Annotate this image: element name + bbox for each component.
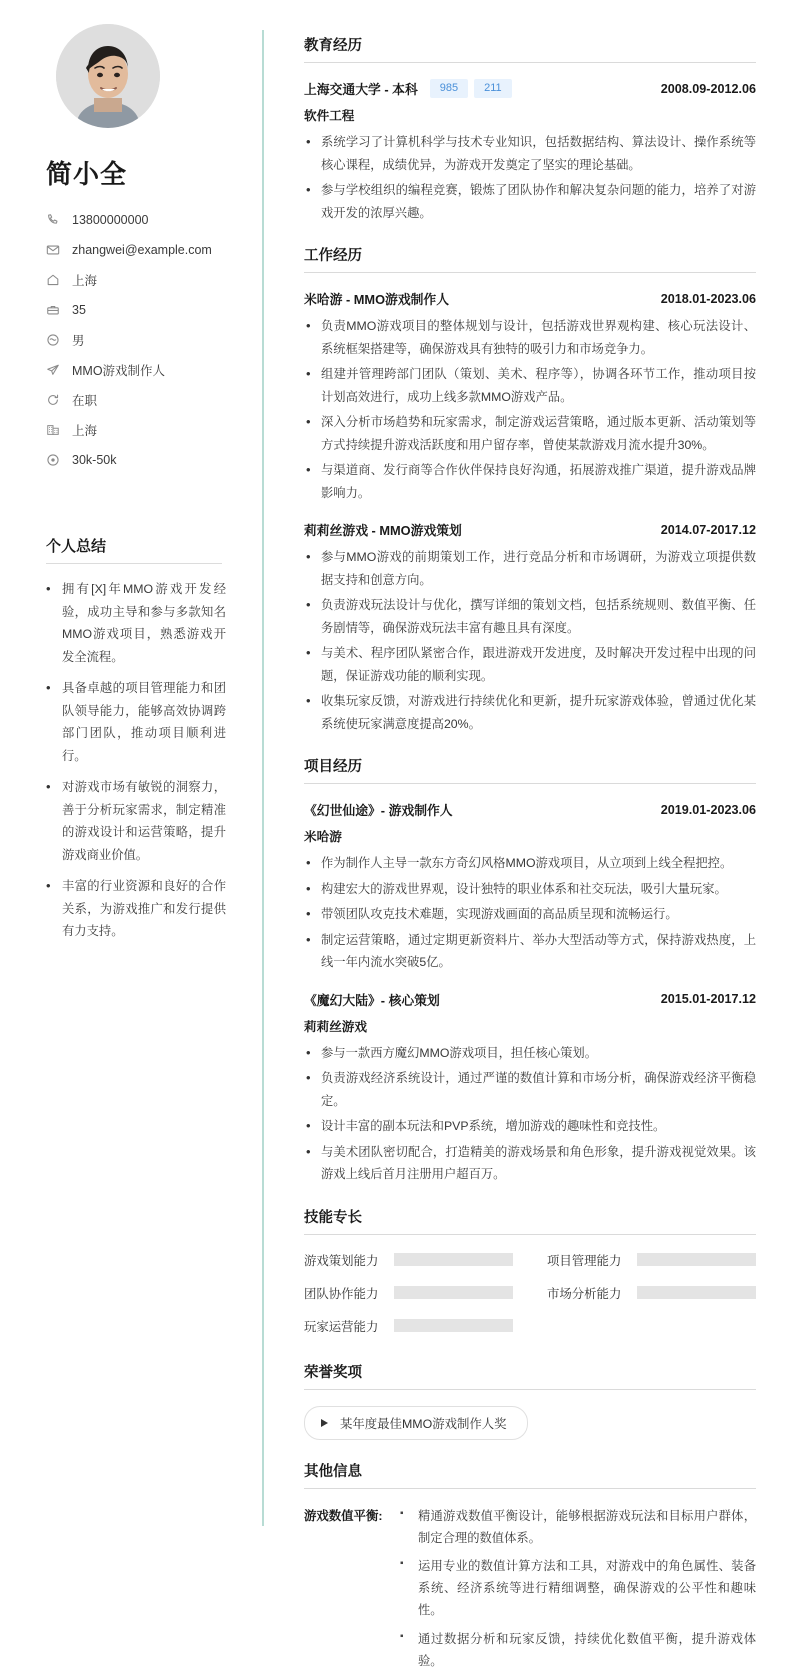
home-icon [46, 273, 66, 287]
work-date: 2014.07-2017.12 [660, 522, 756, 537]
contact-position-value: MMO游戏制作人 [72, 364, 166, 378]
target-icon [46, 453, 66, 467]
summary-item: • 具备卓越的项目管理能力和团队领导能力，能够高效协调跨部门团队，推动项目顺利进行。 [46, 677, 226, 768]
summary-heading: 个人总结 [46, 535, 222, 564]
person-name: 简小全 [46, 159, 128, 189]
contact-email-value: zhangwei@example.com [72, 243, 212, 257]
other-info-values [400, 1505, 756, 1678]
contact-gender-value: 男 [72, 334, 85, 348]
summary-item: • 拥有[X]年MMO游戏开发经验，成功主导和参与多款知名MMO游戏项目，熟悉游戏开发全流程。 [46, 578, 226, 669]
project-date: 2019.01-2023.06 [660, 802, 756, 817]
bullet-item: • 负责游戏玩法设计与优化，撰写详细的策划文档，包括系统规则、数值平衡、任务剧情等，确保游戏玩法丰富有趣且具有深度。 [304, 594, 756, 639]
building-icon [46, 423, 66, 437]
other-info-key: 游戏数值平衡: [304, 1508, 383, 1523]
skill-label: 市场分析能力 [547, 1286, 622, 1301]
education-entry [304, 79, 756, 224]
project-entry-header [304, 800, 756, 819]
other-info-heading: 其他信息 [304, 1460, 756, 1489]
badge-985: 985 [430, 79, 468, 98]
phone-icon [46, 213, 66, 227]
skill-track [637, 1253, 756, 1266]
work-entry-header [304, 289, 756, 308]
other-info-item: ▪ 通过数据分析和玩家反馈，持续优化数值平衡，提升游戏体验。 [400, 1628, 756, 1672]
skill-track [394, 1286, 513, 1299]
bullet-item: • 参与一款西方魔幻MMO游戏项目，担任核心策划。 [304, 1042, 756, 1065]
education-school: 上海交通大学 - 本科 [304, 82, 418, 98]
paper-plane-icon [46, 363, 66, 377]
skill-row [304, 1284, 513, 1302]
work-entry-header [304, 520, 756, 539]
contact-email [46, 237, 236, 263]
education-badges [430, 79, 512, 98]
education-section [304, 34, 756, 224]
contact-location-value: 上海 [72, 274, 98, 288]
skill-label: 玩家运营能力 [304, 1319, 379, 1334]
other-info-row [304, 1505, 756, 1678]
project-title: 《幻世仙途》- 游戏制作人 [304, 803, 453, 819]
project-company: 米哈游 [304, 830, 342, 845]
gender-icon [46, 333, 66, 347]
skill-label: 团队协作能力 [304, 1286, 379, 1301]
contact-location [46, 267, 236, 293]
other-info-item: ▪ 精通游戏数值平衡设计，能够根据游戏玩法和目标用户群体，制定合理的数值体系。 [400, 1505, 756, 1549]
work-title: 莉莉丝游戏 - MMO游戏策划 [304, 523, 462, 539]
skill-row [304, 1251, 513, 1269]
award-item [304, 1406, 528, 1440]
contact-salary [46, 447, 236, 473]
skills-heading: 技能专长 [304, 1206, 756, 1235]
contact-phone [46, 207, 236, 233]
contact-city [46, 417, 236, 443]
contact-status-value: 在职 [72, 394, 98, 408]
refresh-icon [46, 393, 66, 407]
bullet-item: • 设计丰富的副本玩法和PVP系统，增加游戏的趣味性和竞技性。 [304, 1115, 756, 1138]
avatar [56, 24, 160, 128]
bullet-item: • 与渠道商、发行商等合作伙伴保持良好沟通，拓展游戏推广渠道，提升游戏品牌影响力。 [304, 459, 756, 504]
work-heading: 工作经历 [304, 244, 756, 273]
contact-city-value: 上海 [72, 424, 98, 438]
sidebar [0, 0, 264, 1554]
other-info-item: ▪ 运用专业的数值计算方法和工具，对游戏中的角色属性、装备系统、经济系统等进行精细调整，确保游戏的公平性和趣味性。 [400, 1555, 756, 1621]
summary-bullets [46, 578, 236, 943]
skill-row [304, 1317, 513, 1335]
contact-position [46, 357, 236, 383]
awards-section [304, 1361, 756, 1440]
awards-heading: 荣誉奖项 [304, 1361, 756, 1390]
project-title: 《魔幻大陆》- 核心策划 [304, 992, 440, 1008]
bullet-item: • 负责游戏经济系统设计，通过严谨的数值计算和市场分析，确保游戏经济平衡稳定。 [304, 1067, 756, 1112]
work-entry [304, 520, 756, 735]
award-label: 某年度最佳MMO游戏制作人奖 [340, 1416, 507, 1431]
bullet-item: • 深入分析市场趋势和玩家需求，制定游戏运营策略，通过版本更新、活动策划等方式持续提升游戏活跃度和用户留存率，曾使某款游戏月流水提升30%。 [304, 411, 756, 456]
work-date: 2018.01-2023.06 [660, 291, 756, 306]
summary-item: • 丰富的行业资源和良好的合作关系，为游戏推广和发行提供有力支持。 [46, 875, 226, 943]
projects-heading: 项目经历 [304, 755, 756, 784]
skill-row [547, 1284, 756, 1302]
contact-salary-value: 30k-50k [72, 453, 117, 467]
summary-section [46, 535, 236, 943]
summary-item: • 对游戏市场有敏锐的洞察力，善于分析玩家需求，制定精准的游戏设计和运营策略，提升游戏商业价值。 [46, 776, 226, 867]
other-info-section [304, 1460, 756, 1678]
bullet-item: • 负责MMO游戏项目的整体规划与设计，包括游戏世界观构建、核心玩法设计、系统框架搭建等，确保游戏具有独特的吸引力和市场竞争力。 [304, 315, 756, 360]
education-entry-header [304, 79, 756, 98]
skill-label: 项目管理能力 [547, 1253, 622, 1268]
bullet-item: • 收集玩家反馈，对游戏进行持续优化和更新，提升玩家游戏体验，曾通过优化某系统使玩家满意度提高20%。 [304, 690, 756, 735]
contact-phone-value: 13800000000 [72, 213, 149, 227]
briefcase-icon [46, 303, 66, 317]
envelope-icon [46, 243, 66, 257]
education-date: 2008.09-2012.06 [660, 81, 756, 96]
bullet-item: • 系统学习了计算机科学与技术专业知识，包括数据结构、算法设计、操作系统等核心课程，成绩优异，为游戏开发奠定了坚实的理论基础。 [304, 131, 756, 176]
bullet-item: • 与美术、程序团队紧密合作，跟进游戏开发进度，及时解决开发过程中出现的问题，保证游戏功能的顺利实现。 [304, 642, 756, 687]
bullet-item: • 组建并管理跨部门团队（策划、美术、程序等），协调各环节工作，推动项目按计划高效进行，成功上线多款MMO游戏产品。 [304, 363, 756, 408]
contact-list [46, 207, 236, 473]
bullet-item: • 参与MMO游戏的前期策划工作，进行竞品分析和市场调研，为游戏立项提供数据支持和创意方向。 [304, 546, 756, 591]
badge-211: 211 [474, 79, 512, 98]
bullet-item: • 作为制作人主导一款东方奇幻风格MMO游戏项目，从立项到上线全程把控。 [304, 852, 756, 875]
skill-track [394, 1253, 513, 1266]
work-entry [304, 289, 756, 504]
bullet-item: • 构建宏大的游戏世界观，设计独特的职业体系和社交玩法，吸引大量玩家。 [304, 878, 756, 901]
project-entry-header [304, 990, 756, 1009]
contact-gender [46, 327, 236, 353]
education-heading: 教育经历 [304, 34, 756, 63]
skills-grid [304, 1251, 756, 1341]
bullet-item: • 制定运营策略，通过定期更新资料片、举办大型活动等方式，保持游戏热度，上线一年内流水突破5亿。 [304, 929, 756, 974]
work-bullets [304, 315, 756, 504]
project-bullets [304, 1042, 756, 1186]
triangle-icon [321, 1419, 328, 1427]
contact-age [46, 297, 236, 323]
education-bullets [304, 131, 756, 224]
skill-row [547, 1251, 756, 1269]
main-content [264, 0, 794, 1668]
bullet-item: • 参与学校组织的编程竞赛，锻炼了团队协作和解决复杂问题的能力，培养了对游戏开发的浓厚兴趣。 [304, 179, 756, 224]
project-entry [304, 990, 756, 1186]
contact-age-value: 35 [72, 303, 86, 317]
project-company: 莉莉丝游戏 [304, 1019, 367, 1034]
bullet-item: • 带领团队攻克技术难题，实现游戏画面的高品质呈现和流畅运行。 [304, 903, 756, 926]
bullet-item: • 与美术团队密切配合，打造精美的游戏场景和角色形象，提升游戏视觉效果。该游戏上线后首月注册用户超百万。 [304, 1141, 756, 1186]
contact-status [46, 387, 236, 413]
education-major: 软件工程 [304, 109, 355, 124]
project-date: 2015.01-2017.12 [660, 992, 756, 1007]
skill-label: 游戏策划能力 [304, 1253, 379, 1268]
skill-track [394, 1319, 513, 1332]
project-entry [304, 800, 756, 974]
skill-track [637, 1286, 756, 1299]
work-bullets [304, 546, 756, 735]
skills-section [304, 1206, 756, 1341]
projects-section [304, 755, 756, 1186]
work-title: 米哈游 - MMO游戏制作人 [304, 292, 450, 308]
work-section [304, 244, 756, 735]
project-bullets [304, 852, 756, 974]
